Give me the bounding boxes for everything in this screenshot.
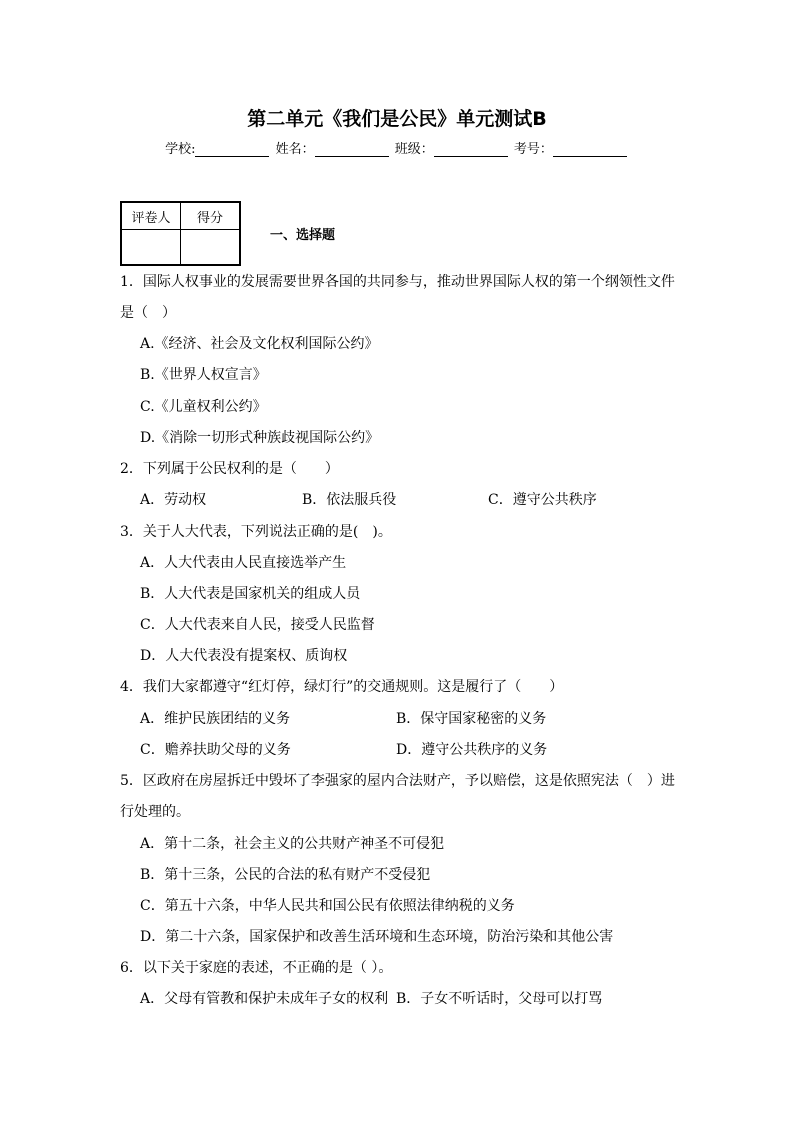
question-3-option-a: A．人大代表由人民直接选举产生	[140, 555, 347, 571]
question-2-option-a: A．劳动权	[140, 492, 207, 508]
question-1-line-1: 1．国际人权事业的发展需要世界各国的共同参与，推动世界国际人权的第一个纲领性文件	[120, 274, 675, 290]
question-1-option-a: A.《经济、社会及文化权利国际公约》	[140, 336, 379, 352]
question-6-option-b: B．子女不听话时，父母可以打骂	[396, 991, 603, 1007]
question-4-line-1: 4．我们大家都遵守“红灯停，绿灯行”的交通规则。这是履行了（ ）	[120, 679, 564, 695]
question-1-line-2: 是（ ）	[120, 305, 176, 321]
page-title: 第二单元《我们是公民》单元测试B	[247, 108, 547, 130]
class-label: 班级：	[394, 142, 434, 157]
score-cell	[181, 230, 241, 266]
question-5-option-d: D．第二十六条，国家保护和改善生活环境和生态环境，防治污染和其他公害	[140, 929, 614, 945]
class-blank	[434, 142, 508, 157]
question-1-option-d: D.《消除一切形式种族歧视国际公约》	[140, 430, 380, 446]
question-5-option-b: B．第十三条，公民的合法的私有财产不受侵犯	[140, 867, 431, 883]
name-label: 姓名：	[275, 142, 315, 157]
question-2-line-1: 2．下列属于公民权利的是（ ）	[120, 461, 339, 477]
question-5-option-a: A．第十二条，社会主义的公共财产神圣不可侵犯	[140, 836, 445, 852]
question-1-option-c: C.《儿童权利公约》	[140, 399, 267, 415]
student-info-row	[0, 138, 794, 157]
score-table	[120, 201, 241, 266]
number-blank	[553, 142, 627, 157]
reviewer-cell	[121, 230, 181, 266]
question-3-option-d: D．人大代表没有提案权、质询权	[140, 648, 348, 664]
question-5-option-c: C．第五十六条，中华人民共和国公民有依照法律纳税的义务	[140, 898, 515, 914]
number-label: 考号：	[513, 142, 553, 157]
reviewer-header: 评卷人	[121, 202, 181, 230]
question-5-line-1: 5．区政府在房屋拆迁中毁坏了李强家的屋内合法财产，予以赔偿，这是依照宪法（ ）进	[120, 773, 675, 789]
question-4-option-c: C．赡养扶助父母的义务	[140, 742, 291, 758]
question-3-option-b: B．人大代表是国家机关的组成人员	[140, 586, 361, 602]
question-4-option-d: D．遵守公共秩序的义务	[396, 742, 548, 758]
question-2-option-b: B．依法服兵役	[302, 492, 397, 508]
score-header: 得分	[181, 202, 241, 230]
question-4-option-a: A．维护民族团结的义务	[140, 711, 291, 727]
question-2-option-c: C．遵守公共秩序	[488, 492, 597, 508]
question-5-line-2: 行处理的。	[120, 804, 190, 820]
section-heading: 一、选择题	[270, 228, 336, 243]
question-3-line-1: 3．关于人大代表，下列说法正确的是( )。	[120, 524, 392, 540]
name-blank	[315, 142, 389, 157]
question-3-option-c: C．人大代表来自人民，接受人民监督	[140, 617, 375, 633]
question-6-option-a: A．父母有管教和保护未成年子女的权利	[140, 991, 389, 1007]
question-1-option-b: B.《世界人权宣言》	[140, 367, 267, 383]
school-label: 学校:	[165, 142, 196, 157]
school-blank	[195, 142, 269, 157]
question-4-option-b: B．保守国家秘密的义务	[396, 711, 547, 727]
question-6-line-1: 6．以下关于家庭的表述，不正确的是（ ）。	[120, 960, 393, 976]
